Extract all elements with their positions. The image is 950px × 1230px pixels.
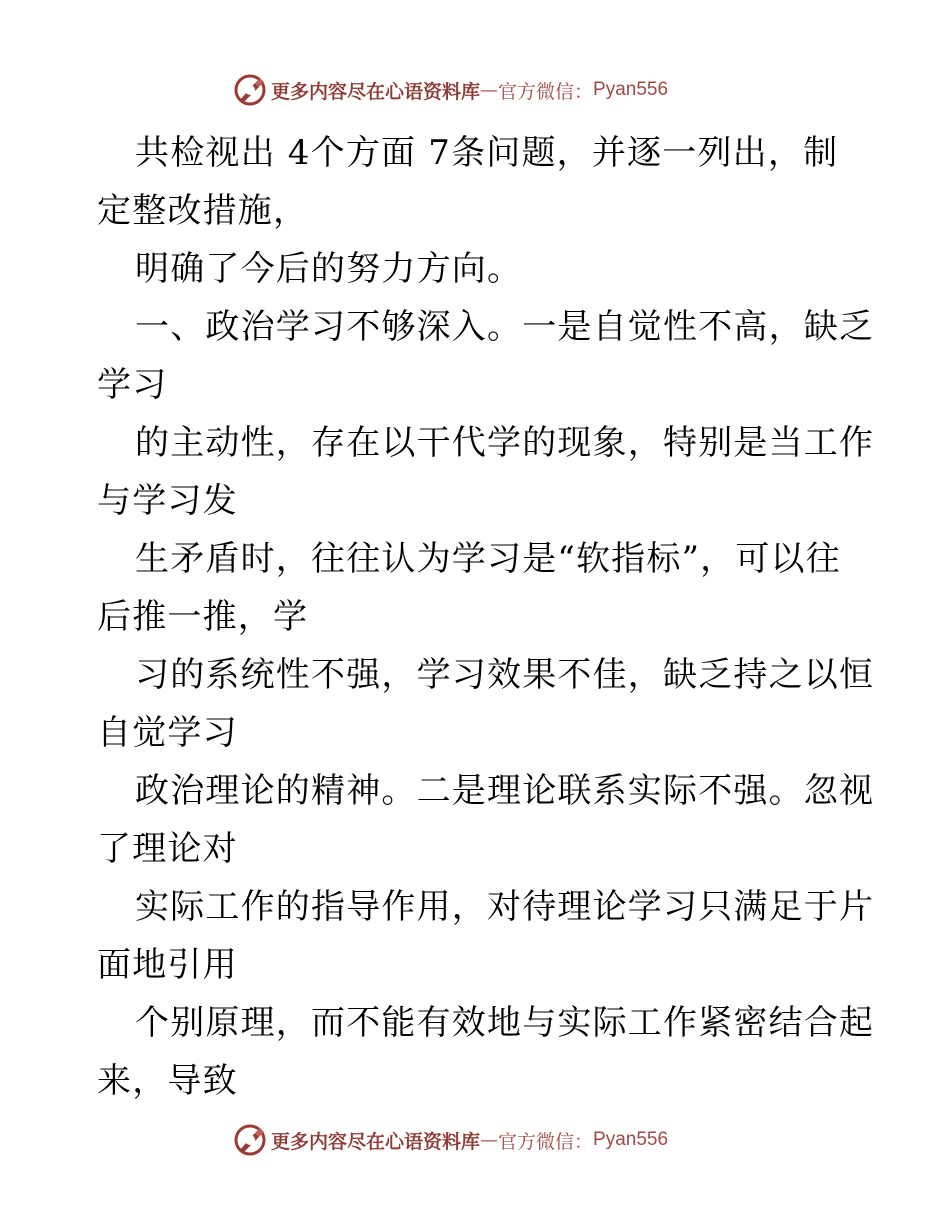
text-line: 来，导致 xyxy=(97,1061,238,1101)
pen-logo-icon xyxy=(233,1123,267,1157)
text-line: 政治理论的精神。二是理论联系实际不强。忽视 xyxy=(135,771,875,811)
pen-logo-icon xyxy=(233,73,267,107)
banner-wechat-id: Pyan556 xyxy=(593,79,669,100)
text-line: 个别原理，而不能有效地与实际工作紧密结合起 xyxy=(135,1003,875,1043)
footer-banner xyxy=(233,1122,668,1158)
text-line: 学习 xyxy=(97,365,168,405)
document-body xyxy=(97,124,875,1110)
text-line: 与学习发 xyxy=(97,481,238,521)
banner-dash: — xyxy=(480,1129,499,1151)
banner-wechat-id: Pyan556 xyxy=(593,1129,669,1150)
text-line: 习的系统性不强，学习效果不佳，缺乏持之以恒 xyxy=(135,655,875,695)
text-line: 共检视出 4个方面 7条问题，并逐一列出，制 xyxy=(135,133,839,173)
text-line: 了理论对 xyxy=(97,829,238,869)
text-line: 的主动性，存在以干代学的现象，特别是当工作 xyxy=(135,423,875,463)
banner-wechat-label: 官方微信： xyxy=(498,80,594,103)
banner-dash: — xyxy=(480,79,499,101)
text-line: 后推一推，学 xyxy=(97,597,309,637)
banner-wechat-label: 官方微信： xyxy=(498,1130,594,1153)
header-banner xyxy=(233,72,668,108)
text-line: 一、政治学习不够深入。一是自觉性不高，缺乏 xyxy=(135,307,875,347)
text-line: 定整改措施， xyxy=(97,191,309,231)
text-line: 明确了今后的努力方向。 xyxy=(135,249,523,289)
text-line: 自觉学习 xyxy=(97,713,238,753)
banner-text: 更多内容尽在心语资料库 xyxy=(271,80,481,103)
banner-text: 更多内容尽在心语资料库 xyxy=(271,1130,481,1153)
text-line: 面地引用 xyxy=(97,945,238,985)
text-line: 生矛盾时，往往认为学习是“软指标”，可以往 xyxy=(135,539,841,579)
text-line: 实际工作的指导作用，对待理论学习只满足于片 xyxy=(135,887,875,927)
